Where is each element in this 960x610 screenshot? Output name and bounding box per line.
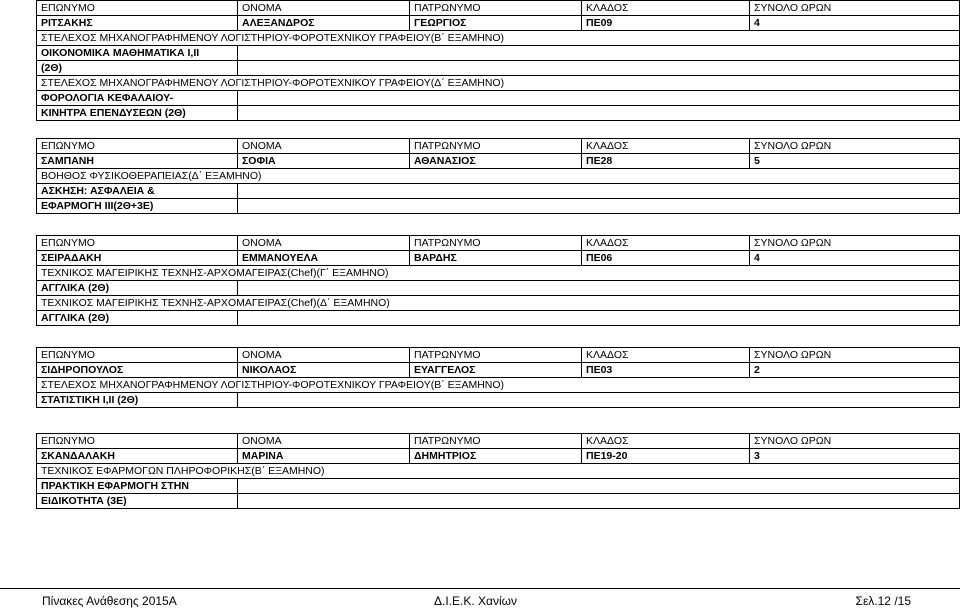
course-spacer xyxy=(238,61,960,76)
course-spacer xyxy=(238,479,960,494)
course-spacer xyxy=(238,106,960,121)
position-row xyxy=(37,296,960,311)
page-footer xyxy=(0,588,960,610)
header-surname: ΕΠΩΝΥΜΟ xyxy=(37,236,238,251)
header-surname: ΕΠΩΝΥΜΟ xyxy=(37,139,238,154)
header-father: ΠΑΤΡΩΝΥΜΟ xyxy=(410,1,582,16)
course-line: (2Θ) xyxy=(37,61,238,76)
position-row xyxy=(37,464,960,479)
course-row xyxy=(37,393,960,408)
header-row xyxy=(37,434,960,449)
total-hours: 4 xyxy=(750,251,960,266)
position: ΤΕΧΝΙΚΟΣ ΕΦΑΡΜΟΓΩΝ ΠΛΗΡΟΦΟΡΙΚΗΣ(Β΄ ΕΞΑΜΗΝΟ) xyxy=(37,464,960,479)
footer-page-number: Σελ.12 /15 xyxy=(855,594,911,608)
header-name: ΟΝΟΜΑ xyxy=(238,236,410,251)
header-father: ΠΑΤΡΩΝΥΜΟ xyxy=(410,434,582,449)
course-line: ΚΙΝΗΤΡΑ ΕΠΕΝΔΥΣΕΩΝ (2Θ) xyxy=(37,106,238,121)
person-row xyxy=(37,363,960,378)
course-row xyxy=(37,61,960,76)
header-branch: ΚΛΑΔΟΣ xyxy=(582,348,750,363)
position-row xyxy=(37,31,960,46)
branch: ΠΕ03 xyxy=(582,363,750,378)
header-surname: ΕΠΩΝΥΜΟ xyxy=(37,348,238,363)
course-spacer xyxy=(238,46,960,61)
assignment-table xyxy=(36,0,960,121)
position: ΣΤΕΛΕΧΟΣ ΜΗΧΑΝΟΓΡΑΦΗΜΕΝΟΥ ΛΟΓΙΣΤΗΡΙΟΥ-ΦΟΡΟΤΕΧΝΙΚΟΥ ΓΡΑΦΕΙΟΥ(Δ΄ ΕΞΑΜΗΝΟ) xyxy=(37,76,960,91)
assignment-table xyxy=(36,347,960,408)
header-row xyxy=(37,1,960,16)
header-hours: ΣΥΝΟΛΟ ΩΡΩΝ xyxy=(750,236,960,251)
person-row xyxy=(37,251,960,266)
header-branch: ΚΛΑΔΟΣ xyxy=(582,1,750,16)
surname: ΣΕΙΡΑΔΑΚΗ xyxy=(37,251,238,266)
total-hours: 5 xyxy=(750,154,960,169)
course-row xyxy=(37,46,960,61)
father-name: ΔΗΜΗΤΡΙΟΣ xyxy=(410,449,582,464)
teacher-block xyxy=(36,433,959,509)
first-name: ΝΙΚΟΛΑΟΣ xyxy=(238,363,410,378)
father-name: ΕΥΑΓΓΕΛΟΣ xyxy=(410,363,582,378)
course-row xyxy=(37,311,960,326)
teacher-block xyxy=(36,235,959,326)
course-spacer xyxy=(238,393,960,408)
header-father: ΠΑΤΡΩΝΥΜΟ xyxy=(410,348,582,363)
assignment-table xyxy=(36,138,960,214)
course-spacer xyxy=(238,184,960,199)
course-row xyxy=(37,199,960,214)
header-surname: ΕΠΩΝΥΜΟ xyxy=(37,1,238,16)
position-row xyxy=(37,378,960,393)
header-row xyxy=(37,348,960,363)
surname: ΡΙΤΣΑΚΗΣ xyxy=(37,16,238,31)
first-name: ΑΛΕΞΑΝΔΡΟΣ xyxy=(238,16,410,31)
footer-doc-title: Πίνακες Ανάθεσης 2015Α xyxy=(42,594,177,608)
course-line: ΑΣΚΗΣΗ: ΑΣΦΑΛΕΙΑ & xyxy=(37,184,238,199)
teacher-block xyxy=(36,0,959,121)
footer-institution: Δ.Ι.Ε.Κ. Χανίων xyxy=(434,594,518,608)
header-hours: ΣΥΝΟΛΟ ΩΡΩΝ xyxy=(750,348,960,363)
person-row xyxy=(37,154,960,169)
surname: ΣΚΑΝΔΑΛΑΚΗ xyxy=(37,449,238,464)
position: ΒΟΗΘΟΣ ΦΥΣΙΚΟΘΕΡΑΠΕΙΑΣ(Δ΄ ΕΞΑΜΗΝΟ) xyxy=(37,169,960,184)
position: ΤΕΧΝΙΚΟΣ ΜΑΓΕΙΡΙΚΗΣ ΤΕΧΝΗΣ-ΑΡΧΟΜΑΓΕΙΡΑΣ(Chef)(Δ΄ ΕΞΑΜΗΝΟ) xyxy=(37,296,960,311)
father-name: ΒΑΡΔΗΣ xyxy=(410,251,582,266)
father-name: ΑΘΑΝΑΣΙΟΣ xyxy=(410,154,582,169)
first-name: ΜΑΡΙΝΑ xyxy=(238,449,410,464)
header-name: ΟΝΟΜΑ xyxy=(238,434,410,449)
course-row xyxy=(37,184,960,199)
course-row xyxy=(37,91,960,106)
total-hours: 2 xyxy=(750,363,960,378)
total-hours: 4 xyxy=(750,16,960,31)
course-spacer xyxy=(238,281,960,296)
header-hours: ΣΥΝΟΛΟ ΩΡΩΝ xyxy=(750,434,960,449)
course-line: ΕΙΔΙΚΟΤΗΤΑ (3Ε) xyxy=(37,494,238,509)
course-row xyxy=(37,479,960,494)
header-name: ΟΝΟΜΑ xyxy=(238,139,410,154)
teacher-block xyxy=(36,138,959,214)
branch: ΠΕ19-20 xyxy=(582,449,750,464)
person-row xyxy=(37,16,960,31)
header-father: ΠΑΤΡΩΝΥΜΟ xyxy=(410,139,582,154)
father-name: ΓΕΩΡΓΙΟΣ xyxy=(410,16,582,31)
surname: ΣΙΔΗΡΟΠΟΥΛΟΣ xyxy=(37,363,238,378)
total-hours: 3 xyxy=(750,449,960,464)
branch: ΠΕ06 xyxy=(582,251,750,266)
header-surname: ΕΠΩΝΥΜΟ xyxy=(37,434,238,449)
header-branch: ΚΛΑΔΟΣ xyxy=(582,139,750,154)
assignment-table xyxy=(36,235,960,326)
course-line: ΕΦΑΡΜΟΓΗ ΙΙΙ(2Θ+3Ε) xyxy=(37,199,238,214)
branch: ΠΕ09 xyxy=(582,16,750,31)
course-row xyxy=(37,106,960,121)
surname: ΣΑΜΠΑΝΗ xyxy=(37,154,238,169)
course-line: ΑΓΓΛΙΚΑ (2Θ) xyxy=(37,281,238,296)
course-spacer xyxy=(238,494,960,509)
course-line: ΑΓΓΛΙΚΑ (2Θ) xyxy=(37,311,238,326)
person-row xyxy=(37,449,960,464)
course-line: ΟΙΚΟΝΟΜΙΚΑ ΜΑΘΗΜΑΤΙΚΑ Ι,ΙΙ xyxy=(37,46,238,61)
position: ΤΕΧΝΙΚΟΣ ΜΑΓΕΙΡΙΚΗΣ ΤΕΧΝΗΣ-ΑΡΧΟΜΑΓΕΙΡΑΣ(Chef)(Γ΄ ΕΞΑΜΗΝΟ) xyxy=(37,266,960,281)
first-name: ΣΟΦΙΑ xyxy=(238,154,410,169)
position-row xyxy=(37,76,960,91)
first-name: ΕΜΜΑΝΟΥΕΛΑ xyxy=(238,251,410,266)
header-branch: ΚΛΑΔΟΣ xyxy=(582,236,750,251)
header-name: ΟΝΟΜΑ xyxy=(238,348,410,363)
course-spacer xyxy=(238,199,960,214)
assignment-table xyxy=(36,433,960,509)
course-line: ΦΟΡΟΛΟΓΙΑ ΚΕΦΑΛΑΙΟΥ- xyxy=(37,91,238,106)
header-branch: ΚΛΑΔΟΣ xyxy=(582,434,750,449)
header-hours: ΣΥΝΟΛΟ ΩΡΩΝ xyxy=(750,1,960,16)
course-line: ΠΡΑΚΤΙΚΗ ΕΦΑΡΜΟΓΗ ΣΤΗΝ xyxy=(37,479,238,494)
header-father: ΠΑΤΡΩΝΥΜΟ xyxy=(410,236,582,251)
branch: ΠΕ28 xyxy=(582,154,750,169)
header-row xyxy=(37,236,960,251)
course-row xyxy=(37,494,960,509)
course-spacer xyxy=(238,311,960,326)
header-hours: ΣΥΝΟΛΟ ΩΡΩΝ xyxy=(750,139,960,154)
course-line: ΣΤΑΤΙΣΤΙΚΗ Ι,ΙΙ (2Θ) xyxy=(37,393,238,408)
position-row xyxy=(37,169,960,184)
position: ΣΤΕΛΕΧΟΣ ΜΗΧΑΝΟΓΡΑΦΗΜΕΝΟΥ ΛΟΓΙΣΤΗΡΙΟΥ-ΦΟΡΟΤΕΧΝΙΚΟΥ ΓΡΑΦΕΙΟΥ(Β΄ ΕΞΑΜΗΝΟ) xyxy=(37,378,960,393)
course-row xyxy=(37,281,960,296)
position-row xyxy=(37,266,960,281)
position: ΣΤΕΛΕΧΟΣ ΜΗΧΑΝΟΓΡΑΦΗΜΕΝΟΥ ΛΟΓΙΣΤΗΡΙΟΥ-ΦΟΡΟΤΕΧΝΙΚΟΥ ΓΡΑΦΕΙΟΥ(Β΄ ΕΞΑΜΗΝΟ) xyxy=(37,31,960,46)
header-row xyxy=(37,139,960,154)
teacher-block xyxy=(36,347,959,408)
header-name: ΟΝΟΜΑ xyxy=(238,1,410,16)
course-spacer xyxy=(238,91,960,106)
